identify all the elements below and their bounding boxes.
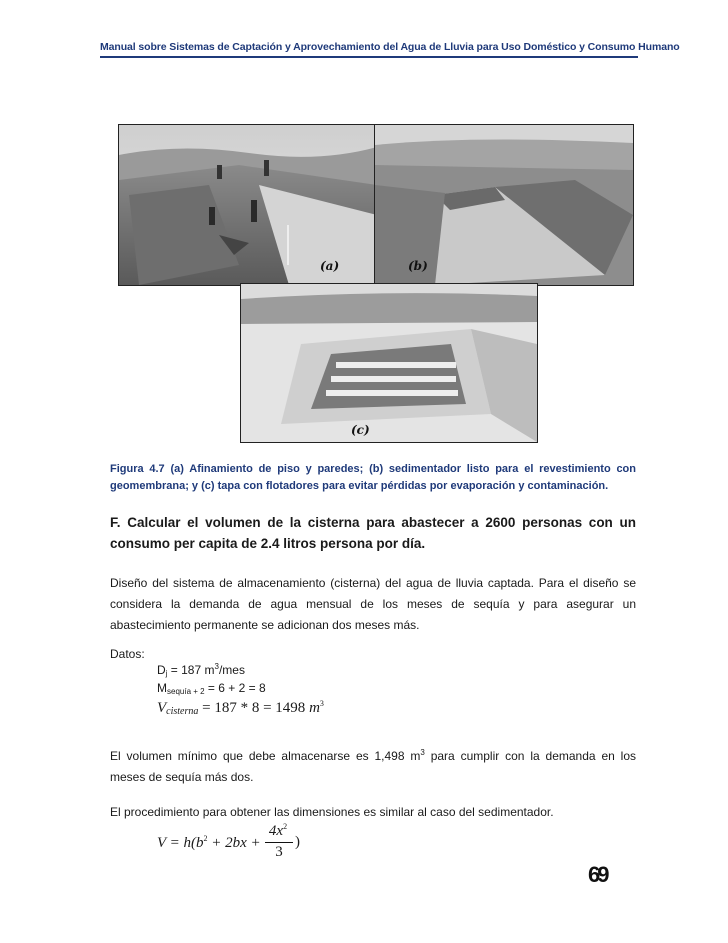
minvol-exponent: 3: [420, 748, 425, 757]
volume-equation: [157, 699, 324, 717]
figure-caption: Figura 4.7 (a) Afinamiento de piso y paredes; (b) sedimentador listo para el revestimiento con geomembrana; y (c) tapa con flotadores para evitar pérdidas por evaporación y contaminación.: [110, 463, 636, 492]
demand-exponent: 3: [214, 662, 219, 671]
volume-unit: m: [309, 700, 320, 716]
running-header: Manual sobre Sistemas de Captación y Aprovechamiento del Agua de Lluvia para Uso Doméstico y Consumo Humano: [100, 41, 680, 53]
header-rule: [100, 56, 638, 58]
section-heading: F. Calcular el volumen de la cisterna para abastecer a 2600 personas con un consumo per capita de 2.4 litros persona por día.: [110, 515, 636, 551]
photo-c-label: (c): [351, 423, 370, 437]
paragraph-minimum-volume: [110, 742, 636, 788]
minvol-text-end: para cumplir con la demanda en los meses de sequía más dos.: [110, 749, 636, 784]
paragraph-design: Diseño del sistema de almacenamiento (cisterna) del agua de lluvia captada. Para el diseño se considera la demanda de agua mensual de los meses de sequía y para asegurar un abastecimiento permanente se adicionan dos meses más.: [110, 576, 636, 632]
formula-close: ): [295, 834, 300, 850]
volume-exponent: 3: [319, 699, 324, 708]
page-number: 69: [588, 862, 607, 887]
formula-denominator: 3: [275, 844, 283, 860]
demand-symbol: D: [157, 663, 166, 677]
months-value: = 6 + 2 = 8: [204, 681, 266, 695]
formula-lhs: V = h(b: [157, 835, 204, 851]
months-symbol: M: [157, 681, 167, 695]
formula-numerator: 4x: [268, 823, 284, 839]
months-subscript: sequía + 2: [167, 687, 205, 696]
formula-x-exponent: 2: [283, 822, 288, 831]
paragraph-procedure: El procedimiento para obtener las dimensiones es similar al caso del sedimentador.: [110, 805, 554, 819]
photo-a-label: (a): [320, 259, 340, 273]
datos-label: Datos:: [110, 647, 145, 661]
formula: [157, 822, 357, 862]
volume-symbol: V: [157, 700, 167, 716]
demand-subscript: j: [165, 669, 168, 678]
datos-demand-line: [157, 662, 245, 678]
fraction-bar: [265, 842, 293, 843]
demand-value: = 187 m: [167, 663, 215, 677]
photo-b-label: (b): [408, 259, 428, 273]
minvol-text-start: El volumen mínimo que debe almacenarse es 1,498 m: [110, 749, 421, 763]
formula-middle: + 2bx +: [207, 835, 261, 851]
photo-c: [240, 283, 538, 443]
volume-subscript: cisterna: [166, 706, 199, 717]
volume-value: = 187 * 8 = 1498: [198, 700, 310, 716]
datos-months-line: [157, 681, 266, 696]
demand-unit: /mes: [218, 663, 245, 677]
formula-b-exponent: 2: [203, 834, 208, 843]
